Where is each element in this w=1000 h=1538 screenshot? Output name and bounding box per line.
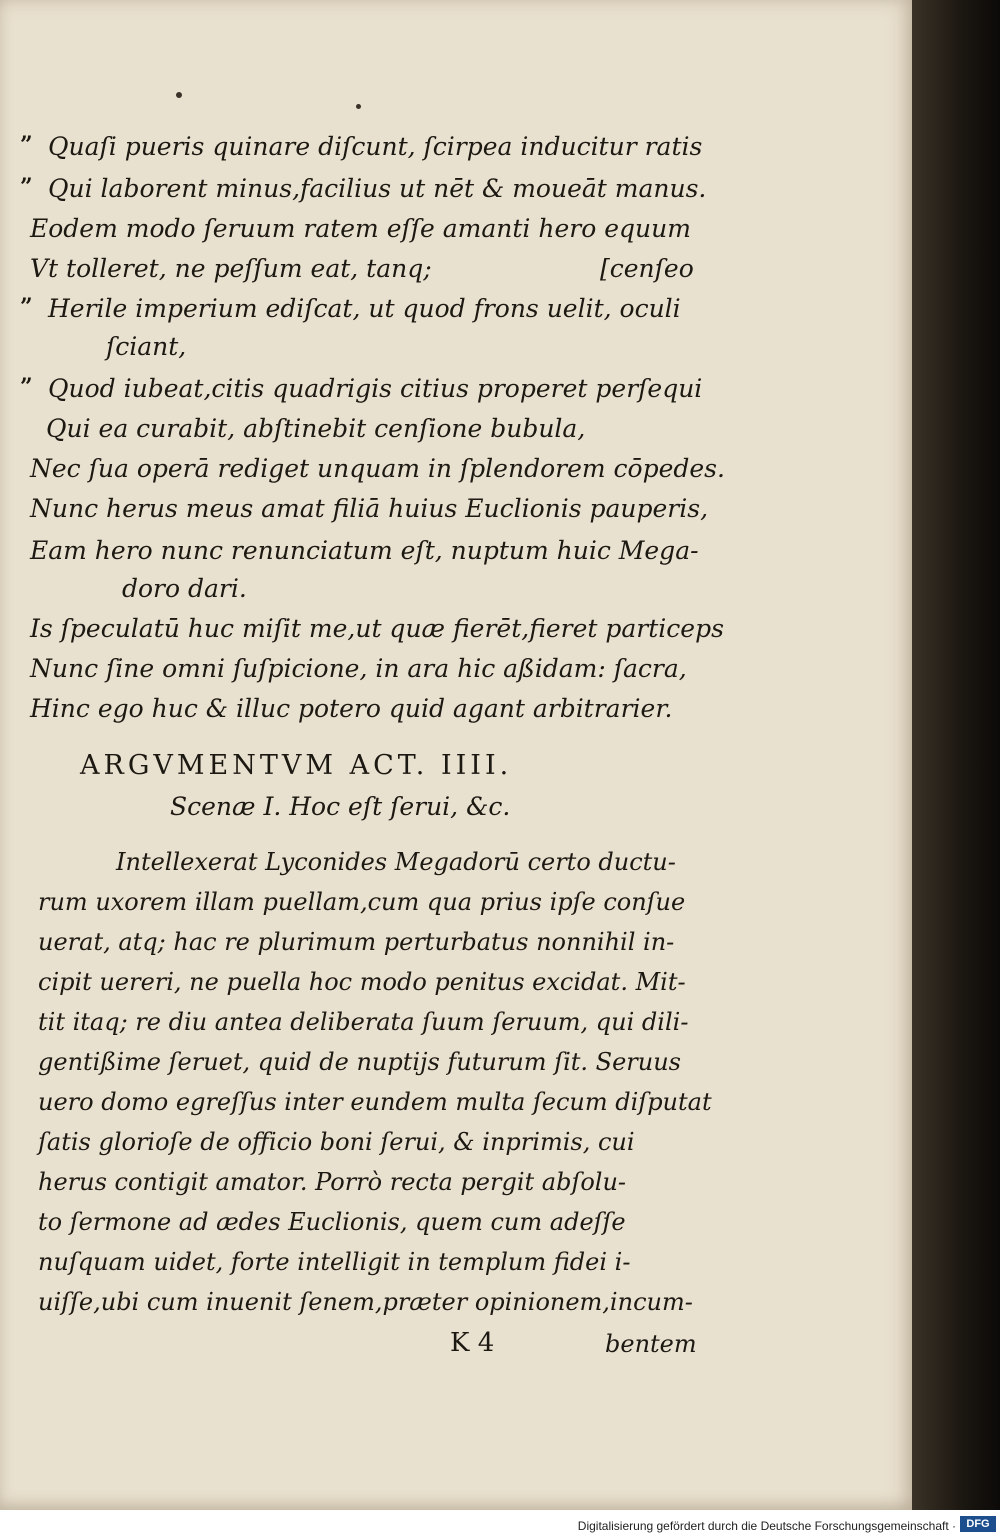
prose-line: to ſermone ad ædes Euclionis, quem cum adeſſe bbox=[38, 1208, 626, 1236]
quote-mark: ” bbox=[20, 174, 33, 200]
catchword: bentem bbox=[605, 1330, 697, 1358]
prose-line: uerat, atq; hac re plurimum perturbatus nonnihil in- bbox=[38, 928, 675, 956]
verse-line: Nunc herus meus amat filiā huius Euclionis pauperis, bbox=[30, 494, 709, 523]
verse-line: ” Qui laborent minus,facilius ut nēt & moueāt manus. bbox=[20, 174, 707, 203]
signature-mark: K 4 bbox=[450, 1328, 495, 1358]
verse-line: Hinc ego huc & illuc potero quid agant arbitrarier. bbox=[30, 694, 673, 723]
prose-line: tit itaq; re diu antea deliberata ſuum ſeruum, qui dili- bbox=[38, 1008, 689, 1036]
verse-line: ” Herile imperium ediſcat, ut quod frons uelit, oculi bbox=[20, 294, 681, 323]
prose-line: nuſquam uidet, forte intelligit in templum fidei i- bbox=[38, 1248, 631, 1276]
prose-line: Intellexerat Lyconides Megadorū certo ductu- bbox=[116, 848, 676, 876]
verse-line: Nunc ſine omni ſuſpicione, in ara hic aßidam: ſacra, bbox=[30, 654, 687, 683]
prose-line: rum uxorem illam puellam,cum qua prius ipſe conſue bbox=[38, 888, 686, 916]
verse-line: ” Quaſi pueris quinare diſcunt, ſcirpea inducitur ratis bbox=[20, 132, 703, 161]
turnover-word: [cenſeo bbox=[600, 254, 694, 283]
quote-mark: ” bbox=[20, 132, 33, 158]
section-heading: ARGVMENTVM ACT. IIII. bbox=[80, 750, 513, 781]
verse-line: ” Quod iubeat,citis quadrigis citius properet perſequi bbox=[20, 374, 703, 403]
verse-line: Vt tolleret, ne peſſum eat, tanq; bbox=[30, 254, 432, 283]
ink-mark bbox=[356, 104, 361, 109]
digitization-credit: Digitalisierung gefördert durch die Deutsche Forschungsgemeinschaft · bbox=[577, 1519, 956, 1533]
prose-line: ſatis glorioſe de officio boni ſerui, & inprimis, cui bbox=[38, 1128, 635, 1156]
prose-line: gentißime ſeruet, quid de nuptijs futurum ſit. Seruus bbox=[38, 1048, 681, 1076]
prose-line: uero domo egreſſus inter eundem multa ſecum diſputat bbox=[38, 1088, 712, 1116]
verse-line: Eodem modo ſeruum ratem eſſe amanti hero equum bbox=[30, 214, 691, 243]
prose-line: cipit uereri, ne puella hoc modo penitus excidat. Mit- bbox=[38, 968, 686, 996]
verse-line: ſciant, bbox=[106, 332, 187, 361]
verse-line: doro dari. bbox=[122, 574, 247, 603]
verse-line: Qui ea curabit, abſtinebit cenſione bubula, bbox=[46, 414, 586, 443]
verse-line: Is ſpeculatū huc miſit me,ut quæ fierēt,fieret particeps bbox=[30, 614, 724, 643]
dfg-logo-icon: DFG bbox=[960, 1516, 996, 1532]
section-subheading: Scenæ I. Hoc eſt ſerui, &c. bbox=[170, 792, 511, 821]
verse-line: Nec ſua operā rediget unquam in ſplendorem cōpedes. bbox=[30, 454, 725, 483]
ink-mark bbox=[176, 92, 182, 98]
prose-line: uiſſe,ubi cum inuenit ſenem,præter opinionem,incum- bbox=[38, 1288, 693, 1316]
prose-line: herus contigit amator. Porrò recta pergit abſolu- bbox=[38, 1168, 627, 1196]
quote-mark: ” bbox=[20, 374, 33, 400]
page-edge bbox=[912, 0, 1000, 1510]
verse-line: Eam hero nunc renunciatum eſt, nuptum huic Mega- bbox=[30, 536, 699, 565]
quote-mark: ” bbox=[20, 294, 33, 320]
